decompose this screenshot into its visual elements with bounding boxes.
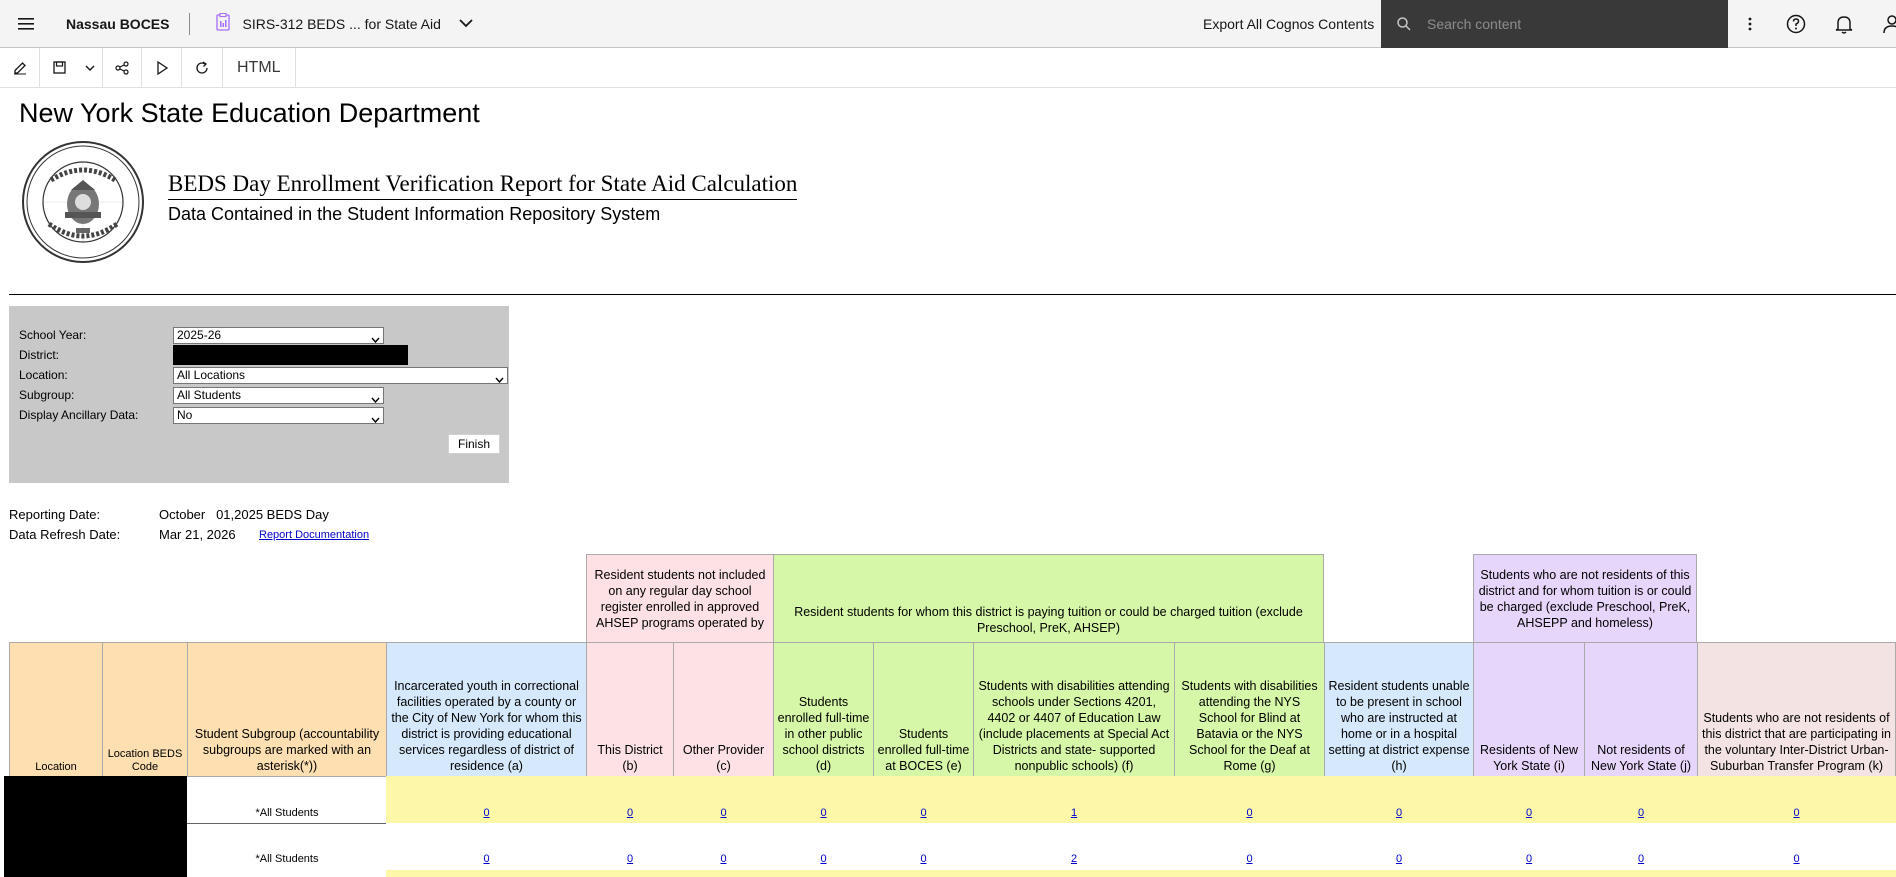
location-label: Location: — [19, 368, 68, 382]
subgroup-value: All Students — [177, 388, 242, 402]
cell-value-d[interactable]: 0 — [820, 853, 827, 865]
cell-value-c[interactable]: 0 — [720, 853, 727, 865]
help-icon[interactable] — [1772, 0, 1820, 48]
brand-name[interactable]: Nassau BOCES — [52, 13, 190, 35]
notification-bell-icon[interactable] — [1820, 0, 1868, 48]
report-icon — [216, 13, 230, 34]
save-options-chevron-icon[interactable] — [78, 48, 102, 88]
column-header-f: Students with disabilities attending schools under Sections 4201, 4402 or 4407 of Education Law (include placements at Special Act Districts and state- supported nonpublic schools) (f) — [973, 642, 1175, 777]
cell-value-h[interactable]: 0 — [1395, 853, 1403, 865]
cell-value-i[interactable]: 0 — [1525, 853, 1533, 865]
column-header-i: Residents of New York State (i) — [1473, 642, 1585, 777]
hamburger-menu-icon[interactable] — [0, 0, 52, 48]
ancillary-data-label: Display Ancillary Data: — [19, 408, 139, 422]
cell-value-f[interactable]: 1 — [1070, 807, 1078, 819]
cell-value-f[interactable]: 2 — [1070, 853, 1078, 865]
cell-value-g[interactable]: 0 — [1246, 807, 1253, 819]
table-row-highlight — [386, 870, 1896, 877]
column-header-b: This District (b) — [586, 642, 674, 777]
chevron-down-icon[interactable] — [459, 19, 473, 28]
district-label: District: — [19, 348, 59, 362]
output-format-html-button[interactable]: HTML — [222, 48, 296, 88]
column-header-j: Not residents of New York State (j) — [1584, 642, 1698, 777]
ancillary-data-value: No — [177, 408, 193, 422]
nonresident-group-header: Students who are not residents of this district and for whom tuition is or could be charged (exclude Preschool, PreK, AHSEPP and homeless) — [1473, 554, 1697, 643]
column-header-k: Students who are not residents of this district that are participating in the voluntary Inter-District Urban-Suburban Transfer Program (k) — [1697, 642, 1896, 777]
cell-value-i[interactable]: 0 — [1525, 807, 1533, 819]
data-refresh-date-label: Data Refresh Date: — [9, 527, 121, 542]
column-header-h: Resident students unable to be present in school who are instructed at home or in a hospital setting at district expense (h) — [1324, 642, 1474, 777]
row-subgroup-label: *All Students — [255, 807, 319, 819]
cell-value-b[interactable]: 0 — [626, 807, 634, 819]
search-box[interactable] — [1381, 0, 1728, 48]
cell-value-a[interactable]: 0 — [483, 807, 490, 819]
edit-pencil-icon[interactable] — [0, 48, 40, 88]
school-year-value: 2025-26 — [177, 328, 222, 342]
refresh-icon[interactable] — [182, 48, 222, 88]
school-year-label: School Year: — [19, 328, 87, 342]
location-select[interactable] — [173, 367, 508, 384]
column-header-student-subgroup: Student Subgroup (accountability subgroups are marked with an asterisk(*)) — [187, 642, 387, 777]
chevron-down-icon — [371, 392, 380, 407]
column-header-a: Incarcerated youth in correctional facilities operated by a county or the City of New York for whom this district is providing educational services regardless of district of residence (a) — [386, 642, 587, 777]
tuition-group-header: Resident students for whom this district is paying tuition or could be charged tuition (exclude Preschool, PreK, AHSEP) — [773, 554, 1324, 643]
ahsep-group-header: Resident students not included on any regular day school register enrolled in approved AHSEP programs operated by — [586, 554, 774, 643]
column-header-e: Students enrolled full-time at BOCES (e) — [873, 642, 974, 777]
finish-button[interactable]: Finish — [448, 434, 500, 454]
cell-value-g[interactable]: 0 — [1246, 853, 1253, 865]
school-year-select[interactable] — [173, 327, 384, 344]
subgroup-label: Subgroup: — [19, 388, 75, 402]
search-icon — [1381, 17, 1427, 31]
cell-value-e[interactable]: 0 — [920, 807, 927, 819]
column-header-d: Students enrolled full-time in other public school districts (d) — [773, 642, 874, 777]
row-subgroup-label: *All Students — [255, 853, 319, 865]
cell-value-h[interactable]: 0 — [1395, 807, 1403, 819]
column-header-location: Location — [9, 642, 103, 777]
reporting-date-value: October 01,2025 BEDS Day — [159, 507, 329, 522]
share-icon[interactable] — [102, 48, 142, 88]
cell-value-j[interactable]: 0 — [1637, 807, 1645, 819]
location-redacted-block — [4, 776, 187, 877]
report-documentation-link[interactable]: Report Documentation — [259, 529, 370, 541]
column-header-beds-code: Location BEDS Code — [102, 642, 188, 777]
university-state-of-new-york-seal — [21, 140, 145, 269]
cell-value-c[interactable]: 0 — [720, 807, 727, 819]
chevron-down-icon — [495, 372, 504, 387]
cell-value-k[interactable]: 0 — [1793, 807, 1800, 819]
report-toolbar — [0, 48, 1896, 88]
save-icon[interactable] — [40, 48, 78, 88]
search-input[interactable] — [1427, 16, 1707, 32]
chevron-down-icon — [371, 412, 380, 427]
export-all-button[interactable]: Export All Cognos Contents — [1203, 16, 1375, 32]
top-bar — [0, 0, 1896, 48]
data-refresh-date-value: Mar 21, 2026 — [159, 527, 236, 542]
ancillary-data-select[interactable] — [173, 407, 384, 424]
column-header-g: Students with disabilities attending the NYS School for Blind at Batavia or the NYS School for the Deaf at Rome (g) — [1174, 642, 1325, 777]
report-subtitle: Data Contained in the Student Information Repository System — [168, 204, 661, 224]
cell-value-b[interactable]: 0 — [626, 853, 634, 865]
cell-value-j[interactable]: 0 — [1637, 853, 1645, 865]
report-name[interactable]: SIRS-312 BEDS ... for State Aid — [242, 15, 441, 32]
district-select-redacted[interactable] — [173, 345, 408, 365]
prompt-panel — [9, 306, 509, 483]
cell-value-k[interactable]: 0 — [1793, 853, 1800, 865]
reporting-date-label: Reporting Date: — [9, 507, 101, 522]
cell-value-a[interactable]: 0 — [483, 853, 490, 865]
department-title: New York State Education Department — [19, 98, 480, 128]
subgroup-select[interactable] — [173, 387, 384, 404]
report-title: BEDS Day Enrollment Verification Report for State Aid Calculation — [168, 171, 797, 200]
report-selector[interactable] — [190, 13, 472, 34]
user-avatar-icon[interactable] — [1868, 0, 1896, 48]
overflow-menu-icon[interactable] — [1726, 0, 1774, 48]
cell-value-d[interactable]: 0 — [820, 807, 827, 819]
column-header-c: Other Provider (c) — [673, 642, 774, 777]
header-divider — [9, 294, 1896, 295]
run-play-icon[interactable] — [142, 48, 182, 88]
location-value: All Locations — [177, 368, 246, 382]
cell-value-e[interactable]: 0 — [920, 853, 927, 865]
